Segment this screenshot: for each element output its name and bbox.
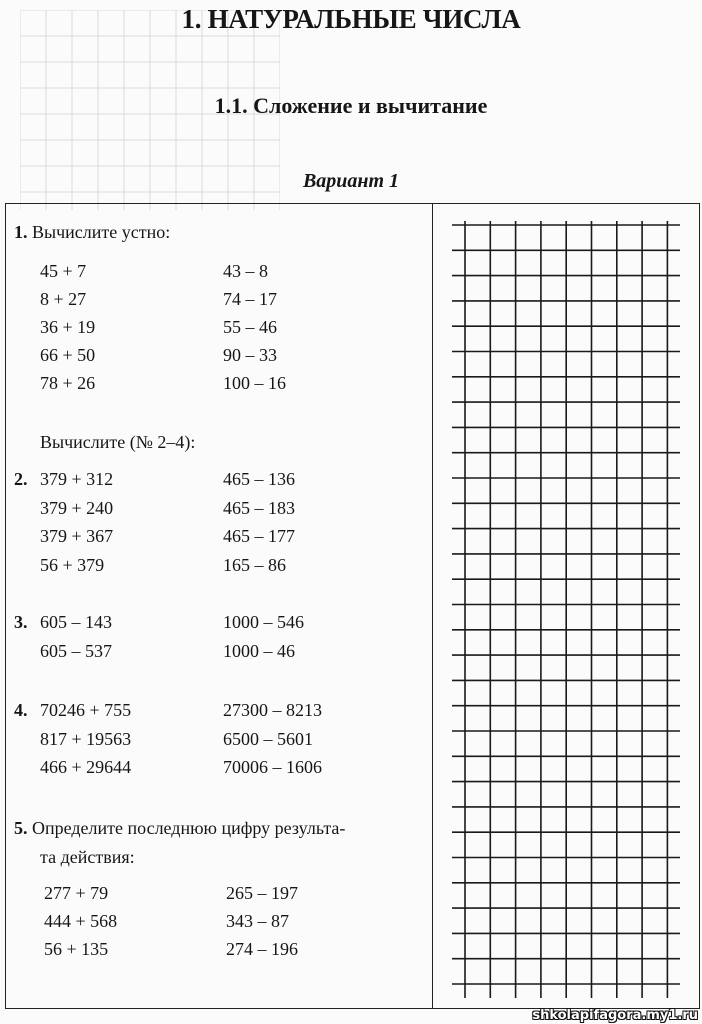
expression: 379 + 367 [40, 526, 114, 546]
expression: 605 – 143 [40, 612, 112, 632]
expression: 465 – 136 [223, 469, 295, 489]
expression: 444 + 568 [44, 911, 118, 931]
expression: 277 + 79 [44, 883, 109, 903]
page-title: 1. НАТУРАЛЬНЫЕ ЧИСЛА [181, 4, 521, 34]
expression: 78 + 26 [40, 373, 96, 393]
variant-title: Вариант 1 [302, 170, 400, 192]
expression: 36 + 19 [40, 317, 96, 337]
exercise-number: 1. [14, 222, 28, 242]
expression: 55 – 46 [223, 317, 277, 337]
exercise-5-heading [14, 817, 345, 839]
expression: 379 + 240 [40, 497, 114, 518]
expression: 1000 – 546 [223, 612, 304, 632]
exercise-prompt: Определите последнюю цифру результа- [32, 818, 346, 838]
exercise-prompt: Вычислите устно: [32, 222, 171, 242]
expression: 56 + 379 [40, 554, 105, 575]
expression: 45 + 7 [40, 261, 87, 281]
expression: 74 – 17 [223, 289, 277, 309]
expression: 817 + 19563 [40, 728, 132, 749]
expression: 265 – 197 [226, 883, 298, 903]
expression: 8 + 27 [40, 289, 87, 309]
expression: 27300 – 8213 [223, 700, 322, 720]
expression: 100 – 16 [223, 373, 286, 393]
expression: 165 – 86 [223, 554, 286, 575]
expression: 43 – 8 [223, 261, 268, 281]
watermark: shkolapifagora.my1.ru [532, 1008, 698, 1023]
exercise-number: 3. [14, 612, 28, 632]
expression: 66 + 50 [40, 345, 96, 365]
exercise-group-intro: Вычислите (№ 2–4): [40, 432, 196, 452]
expression: 274 – 196 [226, 939, 298, 959]
expression: 605 – 537 [40, 641, 112, 661]
expression: 465 – 183 [223, 497, 295, 518]
expression: 466 + 29644 [40, 757, 132, 777]
expression: 465 – 177 [223, 526, 295, 546]
exercise-number: 5. [14, 818, 28, 838]
expression: 379 + 312 [40, 469, 114, 489]
expression: 70006 – 1606 [223, 757, 322, 777]
expression: 90 – 33 [223, 345, 277, 365]
expression: 6500 – 5601 [223, 728, 313, 749]
exercise-1-heading [14, 221, 170, 243]
answer-grid [432, 203, 700, 1009]
expression: 1000 – 46 [223, 641, 295, 661]
section-title: 1.1. Сложение и вычитание [214, 93, 488, 118]
exercise-number: 2. [14, 469, 28, 489]
expression: 56 + 135 [44, 939, 109, 959]
expression: 70246 + 755 [40, 700, 132, 720]
exercise-number: 4. [14, 700, 28, 720]
expression: 343 – 87 [226, 911, 289, 931]
exercise-prompt-continued: та действия: [40, 847, 135, 867]
